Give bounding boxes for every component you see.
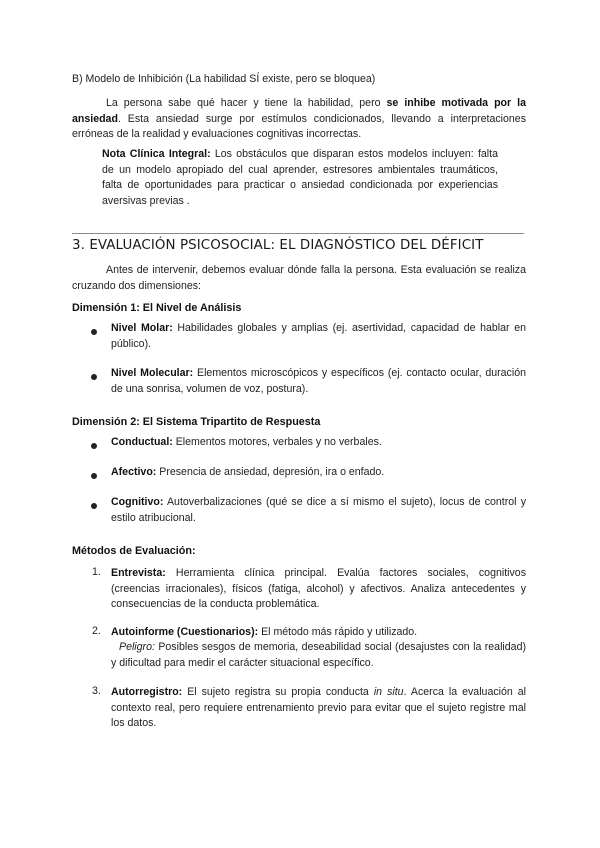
list-item bbox=[111, 465, 526, 481]
method-item bbox=[111, 685, 526, 732]
method-warning bbox=[111, 640, 526, 671]
list-item bbox=[111, 435, 526, 451]
item-text: Elementos motores, verbales y no verbales. bbox=[172, 436, 382, 448]
item-label: Afectivo: bbox=[111, 466, 157, 478]
note-text: Los obstáculos que disparan estos modelos incluyen: falta de un modelo apropiado del cual aprender, estresores ambientales traumáticos, falta de oportunidades para practicar o ansiedad condicionada por experiencias aversivas previas . bbox=[102, 148, 498, 207]
item-label: Autoinforme (Cuestionarios): bbox=[111, 626, 259, 638]
item-text: Presencia de ansiedad, depresión, ira o enfado. bbox=[156, 466, 385, 478]
bullet bbox=[91, 473, 97, 479]
list-item bbox=[111, 321, 526, 352]
item-label: Cognitivo: bbox=[111, 496, 164, 508]
para-text: . Esta ansiedad surge por estímulos condicionados, llevando a interpretaciones erróneas de la realidad y evaluaciones cognitivas incorrectas. bbox=[72, 112, 526, 140]
note-label: Nota Clínica Integral: bbox=[102, 148, 211, 160]
section-intro: Antes de intervenir, debemos evaluar dónde falla la persona. Esta evaluación se realiza cruzando dos dimensiones: bbox=[72, 264, 526, 292]
item-text: Elementos microscópicos y específicos (ej. contacto ocular, duración de una sonrisa, volumen de voz, postura). bbox=[111, 367, 526, 395]
bullet bbox=[91, 503, 97, 509]
bullet bbox=[91, 443, 97, 449]
section-divider bbox=[72, 233, 524, 234]
item-text: Habilidades globales y amplias (ej. asertividad, capacidad de hablar en público). bbox=[111, 322, 526, 350]
para-bold: se inhibe motivada por la ansiedad bbox=[72, 97, 527, 125]
list-number: 1. bbox=[92, 566, 101, 578]
model-b-heading: B) Modelo de Inhibición (La habilidad SÍ existe, pero se bloquea) bbox=[72, 73, 376, 85]
list-number: 2. bbox=[92, 625, 101, 637]
methods-heading: Métodos de Evaluación: bbox=[72, 545, 196, 557]
item-text: Herramienta clínica principal. Evalúa factores sociales, cognitivos (creencias irracionales), físicos (fatiga, alcohol) y afectivos. Analiza antecedentes y consecuencias de la conducta problemática. bbox=[111, 567, 526, 610]
list-item bbox=[111, 366, 526, 397]
bullet bbox=[91, 374, 97, 380]
method-item bbox=[111, 566, 526, 613]
item-text: Autoverbalizaciones (qué se dice a sí mismo el sujeto), locus de control y estilo atribucional. bbox=[111, 496, 526, 524]
section-title: 3. EVALUACIÓN PSICOSOCIAL: EL DIAGNÓSTICO DEL DÉFICIT bbox=[72, 238, 484, 253]
method-item bbox=[111, 625, 526, 641]
dimension2-heading: Dimensión 2: El Sistema Tripartito de Respuesta bbox=[72, 416, 321, 428]
item-text: El método más rápido y utilizado. bbox=[258, 626, 418, 638]
model-b-paragraph bbox=[72, 96, 526, 143]
warning-text: Posibles sesgos de memoria, deseabilidad social (desajustes con la realidad) y dificultad para medir el carácter situacional específico. bbox=[111, 641, 526, 669]
item-label: Nivel Molar: bbox=[111, 322, 173, 334]
item-text: El sujeto registra su propia conducta bbox=[182, 686, 374, 698]
list-number: 3. bbox=[92, 685, 101, 697]
clinical-note bbox=[102, 147, 498, 209]
item-label: Entrevista: bbox=[111, 567, 166, 579]
item-text: . Acerca la evaluación al contexto real, pero requiere entrenamiento previo para evitar que el sujeto registre mal los datos. bbox=[111, 686, 527, 729]
item-label: Conductual: bbox=[111, 436, 173, 448]
warning-label: Peligro: bbox=[119, 641, 155, 653]
list-item bbox=[111, 495, 526, 526]
bullet bbox=[91, 329, 97, 335]
item-label: Nivel Molecular: bbox=[111, 367, 194, 379]
item-label: Autorregistro: bbox=[111, 686, 183, 698]
dimension1-heading: Dimensión 1: El Nivel de Análisis bbox=[72, 302, 242, 314]
item-emphasis: in situ bbox=[373, 686, 404, 698]
para-text: La persona sabe qué hacer y tiene la habilidad, pero bbox=[106, 97, 387, 109]
